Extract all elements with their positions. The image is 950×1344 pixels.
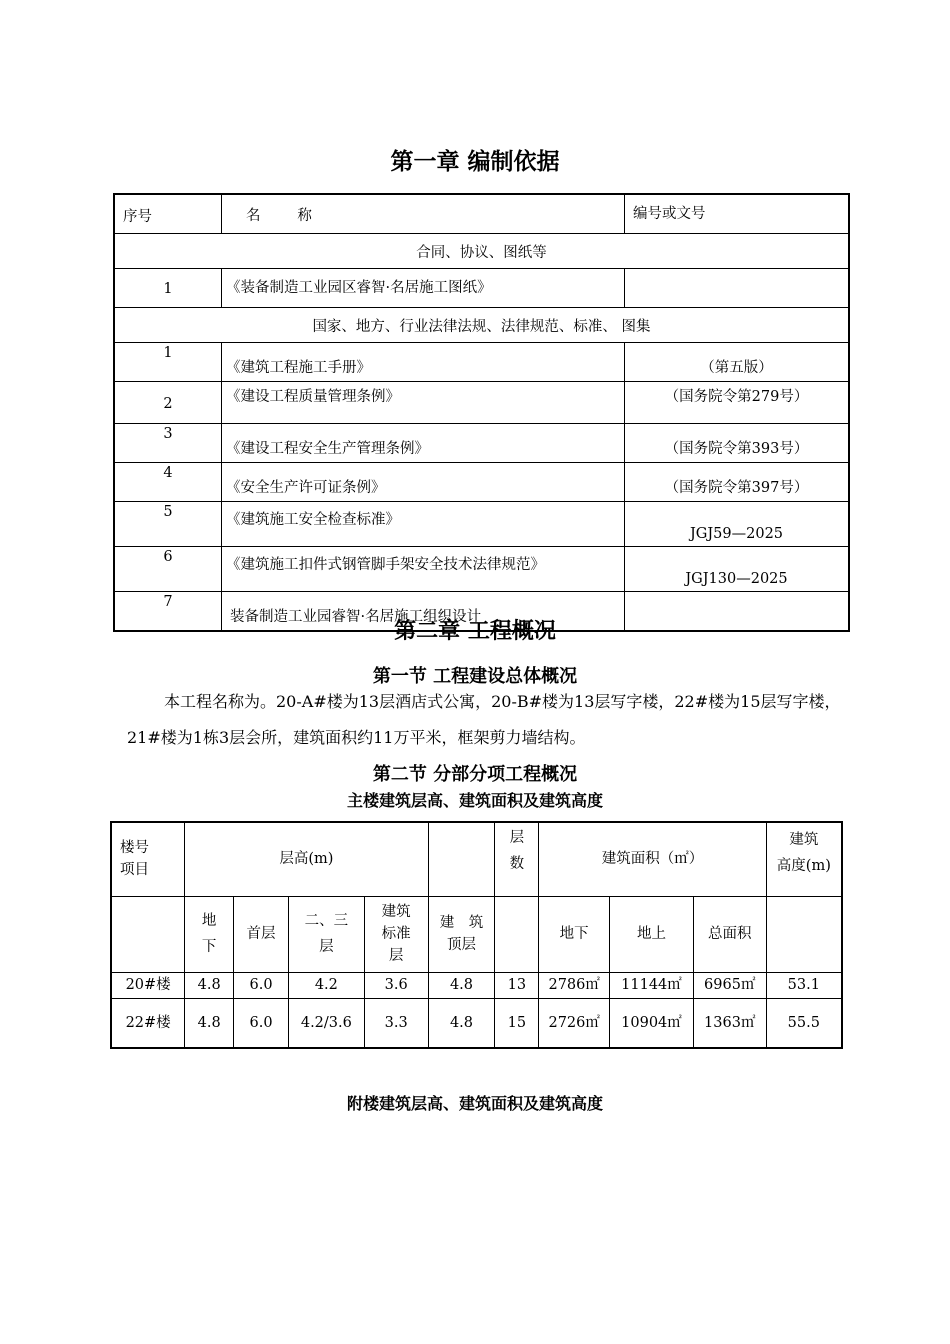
cell-second-third: 4.2/3.6: [288, 998, 364, 1048]
row-no: 5: [114, 502, 222, 547]
header-empty: [428, 822, 495, 896]
row-code: （国务院令第279号）: [625, 382, 850, 424]
header-floor-height: 层高(m): [185, 822, 428, 896]
header-height: 建筑 高度(m): [766, 822, 842, 896]
row-name: 装备制造工业园睿智·名居施工组织设计: [222, 592, 625, 632]
chapter2-title: 第二章 工程概况: [394, 619, 556, 644]
cell-basement: 4.8: [185, 972, 234, 998]
table-header-row: [114, 194, 849, 234]
section-row: [114, 234, 849, 269]
table-row: [114, 269, 849, 308]
row-code: （国务院令第397号）: [625, 463, 850, 502]
row-name: 《建设工程质量管理条例》: [222, 382, 625, 424]
sub-standard: 建筑 标准 层: [364, 896, 428, 972]
sub-first: 首层: [234, 896, 289, 972]
row-no: 1: [114, 269, 222, 308]
table-subheader-row: [111, 896, 842, 972]
basis-table: [113, 193, 850, 632]
table-row: [114, 463, 849, 502]
table-row: [114, 547, 849, 592]
row-name: 《建筑工程施工手册》: [222, 343, 625, 382]
row-no: 3: [114, 424, 222, 463]
floors-table: [110, 821, 843, 1049]
section-laws: 国家、地方、行业法律法规、法律规范、标准、 图集: [114, 308, 849, 343]
table-row: [114, 424, 849, 463]
cell-floors: 13: [495, 972, 539, 998]
row-code: JGJ59—2025: [625, 502, 850, 547]
cell-area-total: 1363㎡: [693, 998, 766, 1048]
row-name: 《建筑施工安全检查标准》: [222, 502, 625, 547]
corner-cell: 楼号 项目: [111, 822, 185, 896]
row-code: JGJ130—2025: [625, 547, 850, 592]
table-row: [111, 998, 842, 1048]
table-row: [114, 502, 849, 547]
row-code: [625, 269, 850, 308]
table-header-row: [111, 822, 842, 896]
row-name: 《安全生产许可证条例》: [222, 463, 625, 502]
cell-area-above: 11144㎡: [610, 972, 694, 998]
section2-title: 第二节 分部分项工程概况: [372, 764, 578, 785]
sub-empty: [495, 896, 539, 972]
section-row: [114, 308, 849, 343]
row-code: （第五版）: [625, 343, 850, 382]
cell-area-below: 2786㎡: [539, 972, 610, 998]
cell-height: 53.1: [766, 972, 842, 998]
header-floors: 层 数: [495, 822, 539, 896]
section-contract: 合同、协议、图纸等: [114, 234, 849, 269]
table-row: [114, 343, 849, 382]
overview-paragraph: 本工程名称为。20-A#楼为13层酒店式公寓，20-B#楼为13层写字楼，22#楼为15层写字楼，21#楼为1栋3层会所，建筑面积约11万平米，框架剪力墙结构。: [127, 692, 841, 747]
chapter1-title: 第一章 编制依据: [390, 149, 560, 175]
table-row: [114, 382, 849, 424]
cell-second-third: 4.2: [288, 972, 364, 998]
sub-empty: [766, 896, 842, 972]
sub-empty: [111, 896, 185, 972]
header-area: 建筑面积（㎡）: [539, 822, 766, 896]
sub-basement: 地 下: [185, 896, 234, 972]
cell-top: 4.8: [428, 998, 495, 1048]
cell-height: 55.5: [766, 998, 842, 1048]
header-name: 名 称: [222, 194, 625, 234]
cell-standard: 3.3: [364, 998, 428, 1048]
cell-standard: 3.6: [364, 972, 428, 998]
row-name: 《建设工程安全生产管理条例》: [222, 424, 625, 463]
sub-area-total: 总面积: [693, 896, 766, 972]
row-no: 1: [114, 343, 222, 382]
cell-area-total: 6965㎡: [693, 972, 766, 998]
row-name: 《建筑施工扣件式钢管脚手架安全技术法律规范》: [222, 547, 625, 592]
cell-top: 4.8: [428, 972, 495, 998]
header-code: 编号或文号: [625, 194, 850, 234]
cell-building: 20#楼: [111, 972, 185, 998]
sub-top: 建 筑 顶层: [428, 896, 495, 972]
header-no: 序号: [114, 194, 222, 234]
row-no: 2: [114, 382, 222, 424]
sub-area-below: 地下: [539, 896, 610, 972]
row-no: 7: [114, 592, 222, 632]
cell-first: 6.0: [234, 998, 289, 1048]
section1-title: 第一节 工程建设总体概况: [372, 666, 578, 687]
cell-area-below: 2726㎡: [539, 998, 610, 1048]
main-table-title: 主楼建筑层高、建筑面积及建筑高度: [346, 791, 603, 810]
sub-area-above: 地上: [610, 896, 694, 972]
cell-area-above: 10904㎡: [610, 998, 694, 1048]
row-no: 4: [114, 463, 222, 502]
cell-floors: 15: [495, 998, 539, 1048]
sub-second-third: 二、三 层: [288, 896, 364, 972]
cell-basement: 4.8: [185, 998, 234, 1048]
cell-first: 6.0: [234, 972, 289, 998]
row-code: （国务院令第393号）: [625, 424, 850, 463]
cell-building: 22#楼: [111, 998, 185, 1048]
row-no: 6: [114, 547, 222, 592]
row-name: 《装备制造工业园区睿智·名居施工图纸》: [222, 269, 625, 308]
table-row: [111, 972, 842, 998]
annex-table-title: 附楼建筑层高、建筑面积及建筑高度: [346, 1094, 603, 1113]
